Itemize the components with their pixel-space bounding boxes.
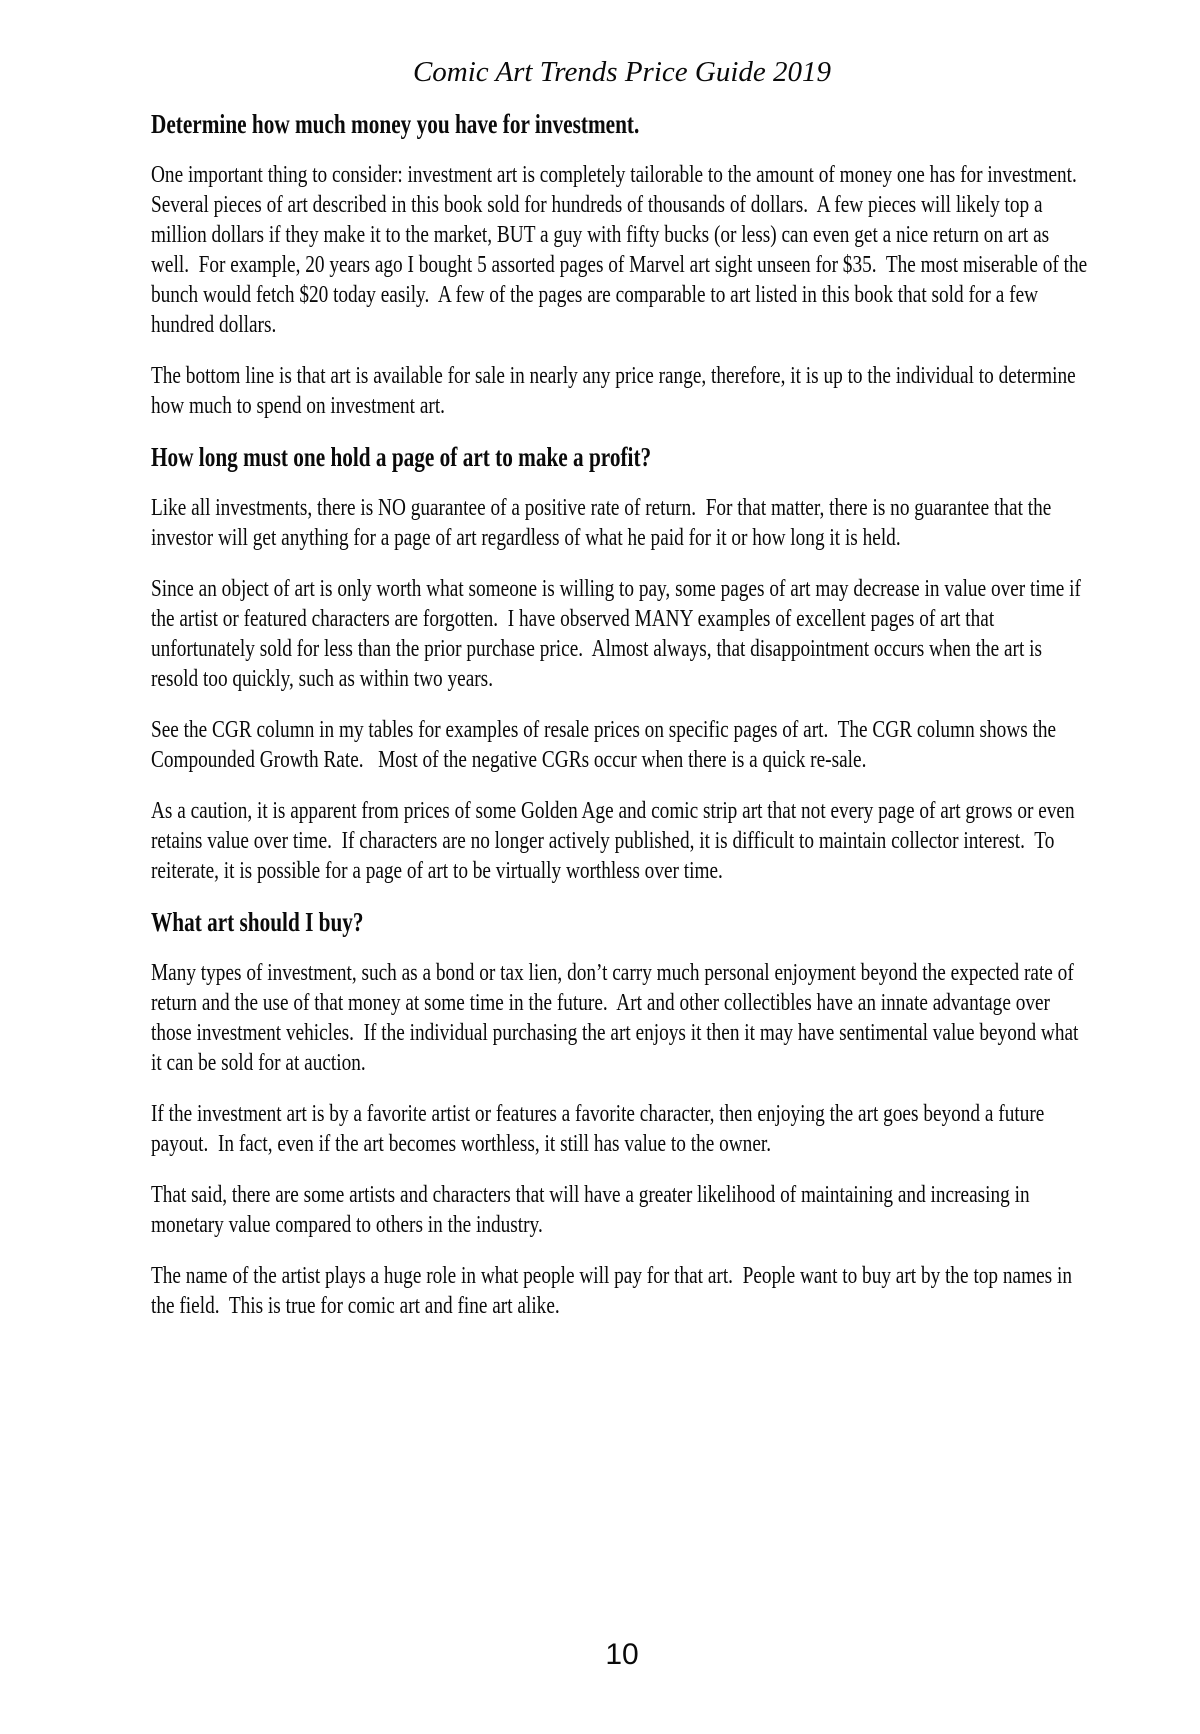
section-heading-investment-amount: Determine how much money you have for investment. [151, 109, 640, 139]
running-header-title: Comic Art Trends Price Guide 2019 [412, 56, 832, 88]
body-paragraph: One important thing to consider: investment art is completely tailorable to the amount of money one has for investment. Several pieces of art described in this book sold for hundreds of thousands of dollars. A few pieces will likely top a million dollars if they make it to the market, BUT a guy with fifty bucks (or less) can even get a nice return on art as well. For example, 20 years ago I bought 5 assorted pages of Marvel art sight unseen for $35. The most miserable of the bunch would fetch $20 today easily. A few of the pages are comparable to art listed in this book that sold for a few hundred dollars. [151, 161, 1092, 338]
body-paragraph: As a caution, it is apparent from prices of some Golden Age and comic strip art that not every page of art grows or even retains value over time. If characters are no longer actively published, it is difficult to maintain collector interest. To reiterate, it is possible for a page of art to be virtually worthless over time. [151, 797, 1080, 884]
body-paragraph: If the investment art is by a favorite artist or features a favorite character, then enjoying the art goes beyond a future payout. In fact, even if the art becomes worthless, it still has value to the owner. [151, 1100, 1050, 1157]
body-paragraph: Many types of investment, such as a bond or tax lien, don’t carry much personal enjoyment beyond the expected rate of return and the use of that money at some time in the future. Art and other collectibles have an innate advantage over those investment vehicles. If the individual purchasing the art enjoys it then it may have sentimental value beyond what it can be sold for at auction. [151, 959, 1084, 1076]
body-paragraph: That said, there are some artists and characters that will have a greater likelihood of maintaining and increasing in monetary value compared to others in the industry. [151, 1181, 1035, 1238]
section-heading-what-to-buy: What art should I buy? [151, 907, 364, 937]
body-paragraph: Since an object of art is only worth what someone is willing to pay, some pages of art may decrease in value over time if the artist or featured characters are forgotten. I have observed MANY examples of excellent pages of art that unfortunately sold for less than the prior purchase price. Almost always, that disappointment occurs when the art is resold too quickly, such as within two years. [151, 575, 1086, 692]
page-number: 10 [605, 1638, 639, 1671]
body-paragraph: Like all investments, there is NO guarantee of a positive rate of return. For that matter, there is no guarantee that the investor will get anything for a page of art regardless of what he paid for it or how long it is held. [151, 494, 1057, 551]
body-paragraph: The name of the artist plays a huge role in what people will pay for that art. People want to buy art by the top names in the field. This is true for comic art and fine art alike. [151, 1262, 1077, 1319]
section-heading-holding-period: How long must one hold a page of art to make a profit? [151, 442, 652, 472]
page-body [151, 109, 1092, 1342]
body-paragraph: See the CGR column in my tables for examples of resale prices on specific pages of art. The CGR column shows the Compounded Growth Rate. Most of the negative CGRs occur when there is a quick re-sale. [151, 716, 1061, 773]
body-paragraph: The bottom line is that art is available for sale in nearly any price range, therefore, it is up to the individual to determine how much to spend on investment art. [151, 362, 1081, 419]
